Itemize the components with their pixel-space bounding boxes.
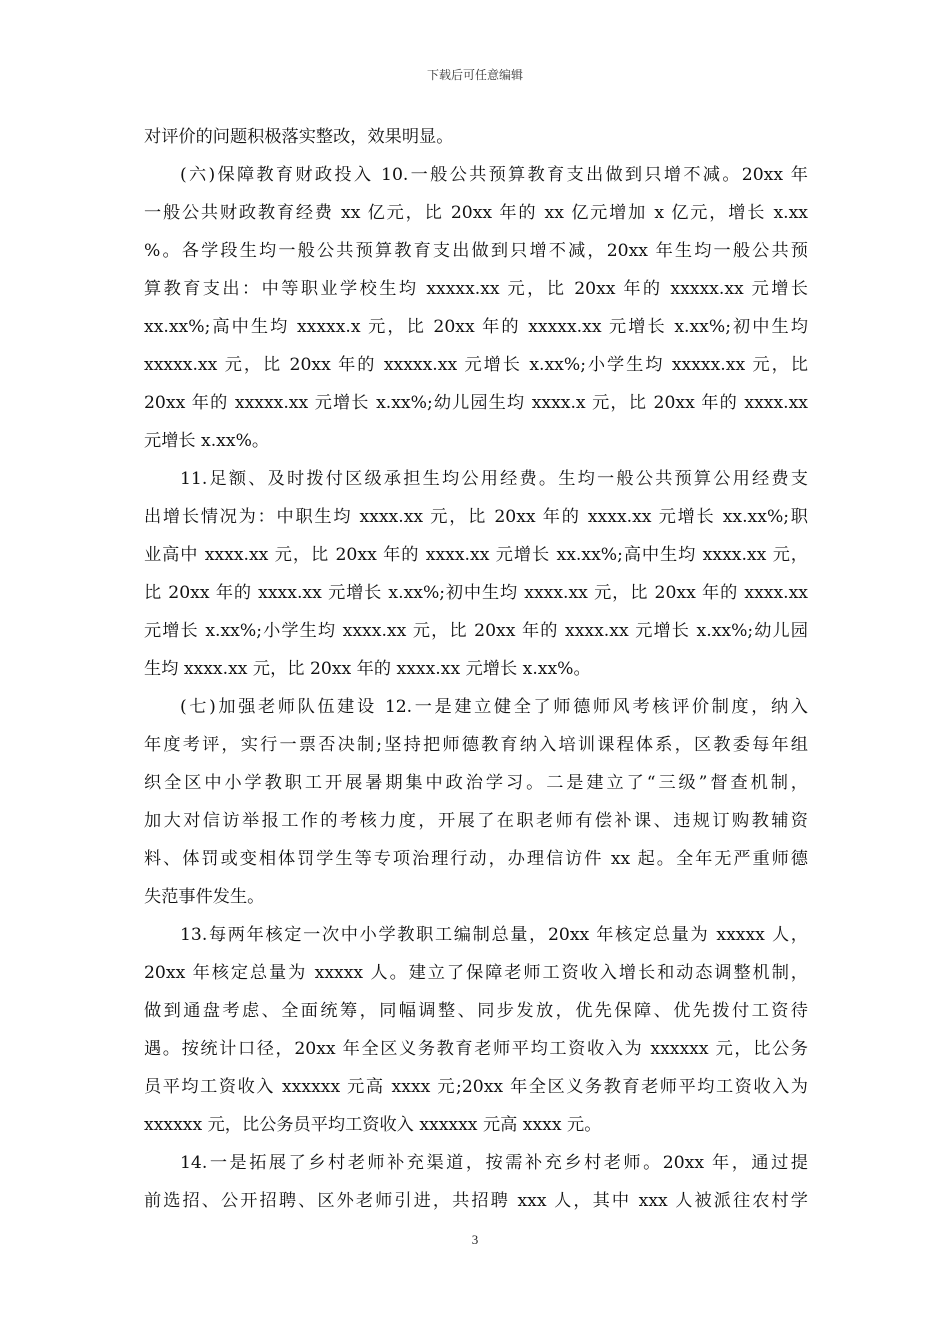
text-line: %。各学段生均一般公共预算教育支出做到只增不减，20xx 年生均一般公共预 xyxy=(144,241,808,261)
text-line: 遇。按统计口径，20xx 年全区义务教育老师平均工资收入为 xxxxxx 元，比公务 xyxy=(144,1039,808,1059)
text-line: 业高中 xxxx.xx 元，比 20xx 年的 xxxx.xx 元增长 xx.xx%;高中生均 xxxx.xx 元， xyxy=(144,545,808,565)
paragraph xyxy=(144,156,808,460)
text-line: xx.xx%;高中生均 xxxxx.x 元，比 20xx 年的 xxxxx.xx 元增长 x.xx%;初中生均 xyxy=(144,317,808,337)
text-line: 11.足额、及时拨付区级承担生均公用经费。生均一般公共预算公用经费支 xyxy=(180,469,808,489)
text-line: 比 20xx 年的 xxxx.xx 元增长 x.xx%;初中生均 xxxx.xx 元，比 20xx 年的 xxxx.xx xyxy=(144,583,808,603)
text-line: 织全区中小学教职工开展暑期集中政治学习。二是建立了“三级”督查机制， xyxy=(144,773,808,793)
text-line: 料、体罚或变相体罚学生等专项治理行动，办理信访件 xx 起。全年无严重师德 xyxy=(144,849,808,869)
text-line: 20xx 年的 xxxxx.xx 元增长 x.xx%;幼儿园生均 xxxx.x 元，比 20xx 年的 xxxx.xx xyxy=(144,393,808,413)
paragraph xyxy=(144,1144,808,1220)
text-line: (六)保障教育财政投入 10.一般公共预算教育支出做到只增不减。20xx 年 xyxy=(180,165,808,185)
text-line: 算教育支出：中等职业学校生均 xxxxx.xx 元，比 20xx 年的 xxxxx.xx 元增长 xyxy=(144,279,808,299)
text-line: xxxxx.xx 元，比 20xx 年的 xxxxx.xx 元增长 x.xx%;小学生均 xxxxx.xx 元，比 xyxy=(144,355,808,375)
page-number: 3 xyxy=(471,1232,479,1247)
text-line: 一般公共财政教育经费 xx 亿元，比 20xx 年的 xx 亿元增加 x 亿元，增长 x.xx xyxy=(144,203,808,223)
text-line: 年度考评，实行一票否决制;坚持把师德教育纳入培训课程体系，区教委每年组 xyxy=(144,735,808,755)
text-line: 元增长 x.xx%;小学生均 xxxx.xx 元，比 20xx 年的 xxxx.xx 元增长 x.xx%;幼儿园 xyxy=(144,621,808,641)
text-line: 对评价的问题积极落实整改，效果明显。 xyxy=(144,127,454,147)
text-line: 元增长 x.xx%。 xyxy=(144,431,270,451)
text-line: 生均 xxxx.xx 元，比 20xx 年的 xxxx.xx 元增长 x.xx%。 xyxy=(144,659,591,679)
paragraph xyxy=(144,916,808,1144)
document-body xyxy=(144,118,808,1220)
text-line: 员平均工资收入 xxxxxx 元高 xxxx 元;20xx 年全区义务教育老师平均工资收入为 xyxy=(144,1077,808,1097)
text-line: 20xx 年核定总量为 xxxxx 人。建立了保障老师工资收入增长和动态调整机制， xyxy=(144,963,808,983)
text-line: 出增长情况为：中职生均 xxxx.xx 元，比 20xx 年的 xxxx.xx 元增长 xx.xx%;职 xyxy=(144,507,808,527)
paragraph xyxy=(144,688,808,916)
text-line: 失范事件发生。 xyxy=(144,887,265,907)
paragraph xyxy=(144,118,808,156)
text-line: 做到通盘考虑、全面统筹，同幅调整、同步发放，优先保障、优先拨付工资待 xyxy=(144,1001,808,1021)
text-line: xxxxxx 元，比公务员平均工资收入 xxxxxx 元高 xxxx 元。 xyxy=(144,1115,602,1135)
text-line: (七)加强老师队伍建设 12.一是建立健全了师德师风考核评价制度，纳入 xyxy=(180,697,808,717)
text-line: 13.每两年核定一次中小学教职工编制总量，20xx 年核定总量为 xxxxx 人， xyxy=(180,925,808,945)
page-header: 下载后可任意编辑 xyxy=(426,68,523,82)
text-line: 加大对信访举报工作的考核力度，开展了在职老师有偿补课、违规订购教辅资 xyxy=(144,811,808,831)
text-line: 前选招、公开招聘、区外老师引进，共招聘 xxx 人，其中 xxx 人被派往农村学 xyxy=(144,1191,808,1211)
paragraph xyxy=(144,460,808,688)
text-line: 14.一是拓展了乡村老师补充渠道，按需补充乡村老师。20xx 年，通过提 xyxy=(180,1153,808,1173)
